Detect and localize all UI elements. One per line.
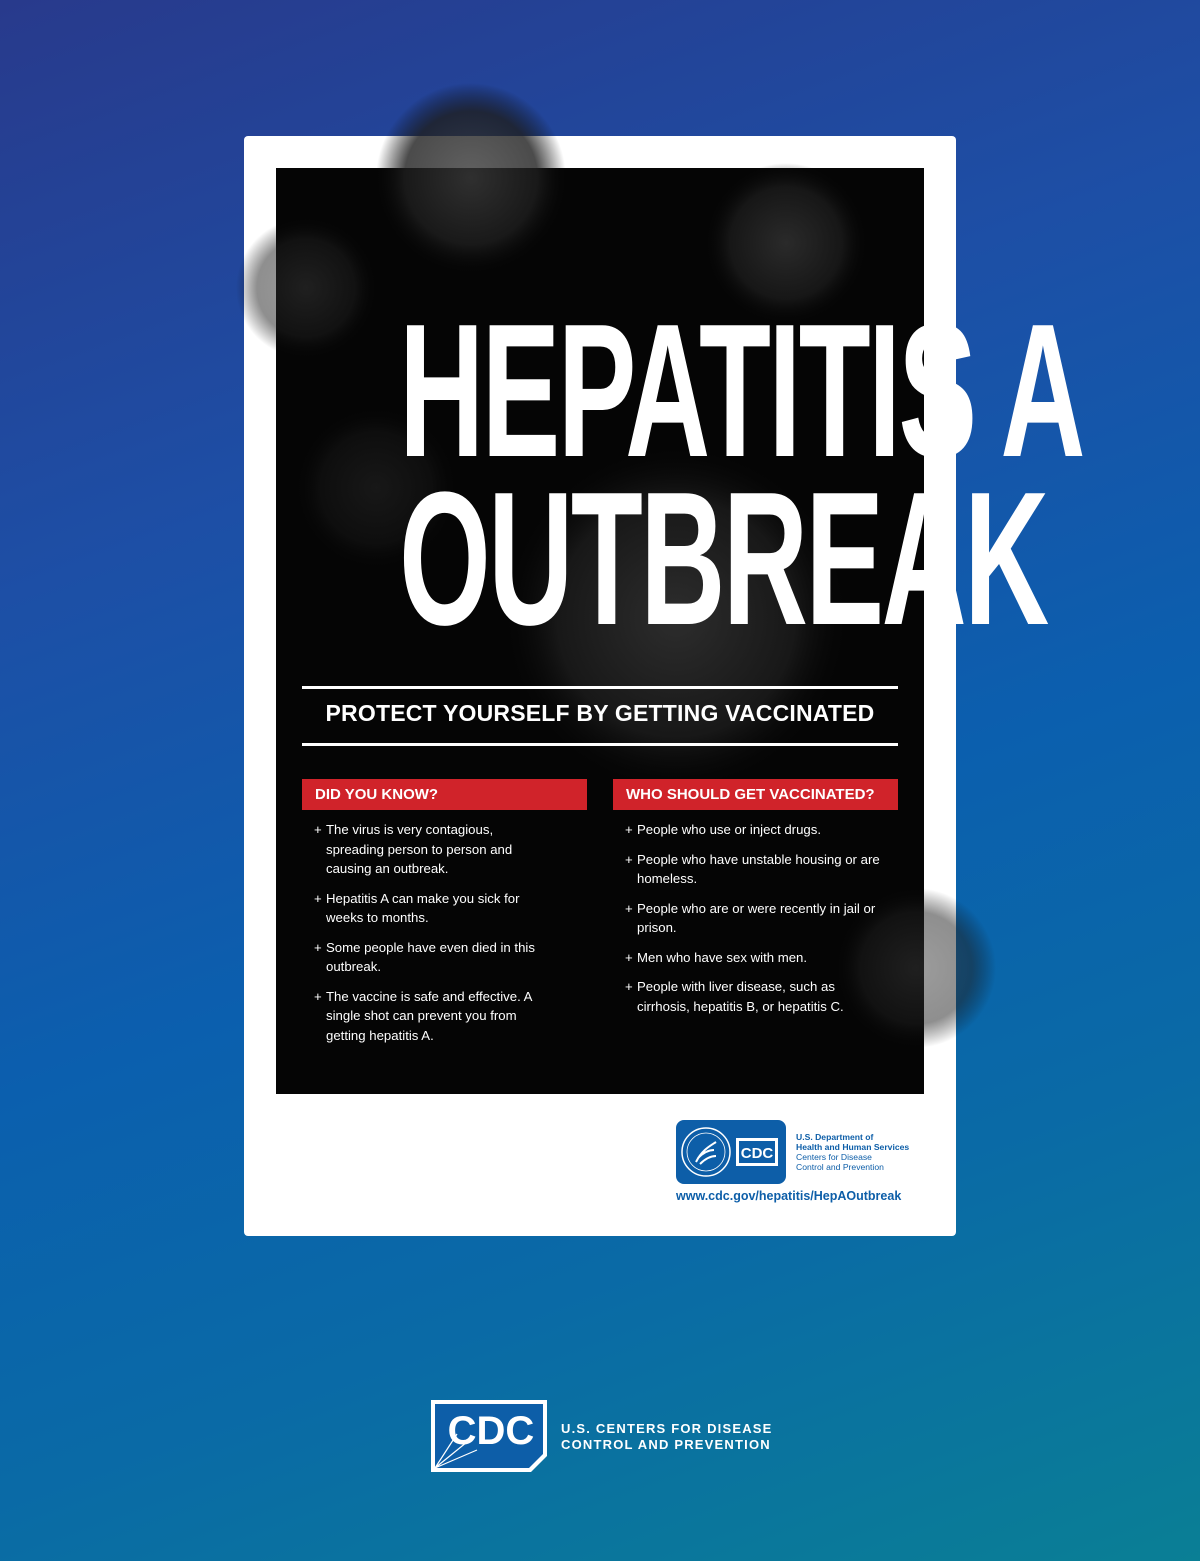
list-item: + People who are or were recently in jail or prison. (625, 899, 885, 938)
website-url[interactable]: www.cdc.gov/hepatitis/HepAOutbreak (676, 1189, 902, 1203)
cdc-mark-text: CDC (740, 1145, 774, 1162)
hhs-line-2: Health and Human Services (796, 1142, 910, 1152)
list-item: + People who use or inject drugs. (625, 820, 885, 840)
divider-bottom (302, 743, 898, 746)
list-item: + Some people have even died in this outbreak. (314, 938, 554, 977)
subheadline: PROTECT YOURSELF BY GETTING VACCINATED (325, 700, 875, 726)
did-you-know-heading: DID YOU KNOW? (302, 779, 587, 810)
cdc-line-2: Control and Prevention (796, 1162, 884, 1172)
list-item: + Men who have sex with men. (625, 948, 885, 968)
agency-names (796, 1132, 909, 1172)
hhs-cdc-logo (676, 1120, 786, 1184)
list-item: + People who have unstable housing or are homeless. (625, 850, 885, 889)
list-item: + The vaccine is safe and effective. A single shot can prevent you from getting hepatitis A. (314, 987, 554, 1046)
did-you-know-list (314, 820, 554, 1055)
cdc-name-line-1: U.S. CENTERS FOR DISEASE (561, 1421, 773, 1436)
divider-top (302, 686, 898, 689)
cdc-logo-text: CDC (447, 1409, 535, 1453)
list-item: + Hepatitis A can make you sick for weeks to months. (314, 889, 554, 928)
who-should-get-vaccinated-heading: WHO SHOULD GET VACCINATED? (613, 779, 898, 810)
headline-line-2: OUTBREAK (399, 453, 1047, 665)
cdc-line-1: Centers for Disease (796, 1152, 872, 1162)
cdc-name-line-2: CONTROL AND PREVENTION (561, 1437, 771, 1452)
poster-card (244, 136, 1084, 1236)
poster-panel (276, 168, 1084, 1094)
list-item: + The virus is very contagious, spreading person to person and causing an outbreak. (314, 820, 554, 879)
cdc-full-name (561, 1421, 773, 1453)
headline-line-1: HEPATITIS A (399, 285, 1084, 497)
hhs-line-1: U.S. Department of (796, 1132, 874, 1142)
cdc-logo (427, 1396, 551, 1476)
who-should-get-vaccinated-list (625, 820, 885, 1026)
list-item: + People with liver disease, such as cirrhosis, hepatitis B, or hepatitis C. (625, 977, 885, 1016)
